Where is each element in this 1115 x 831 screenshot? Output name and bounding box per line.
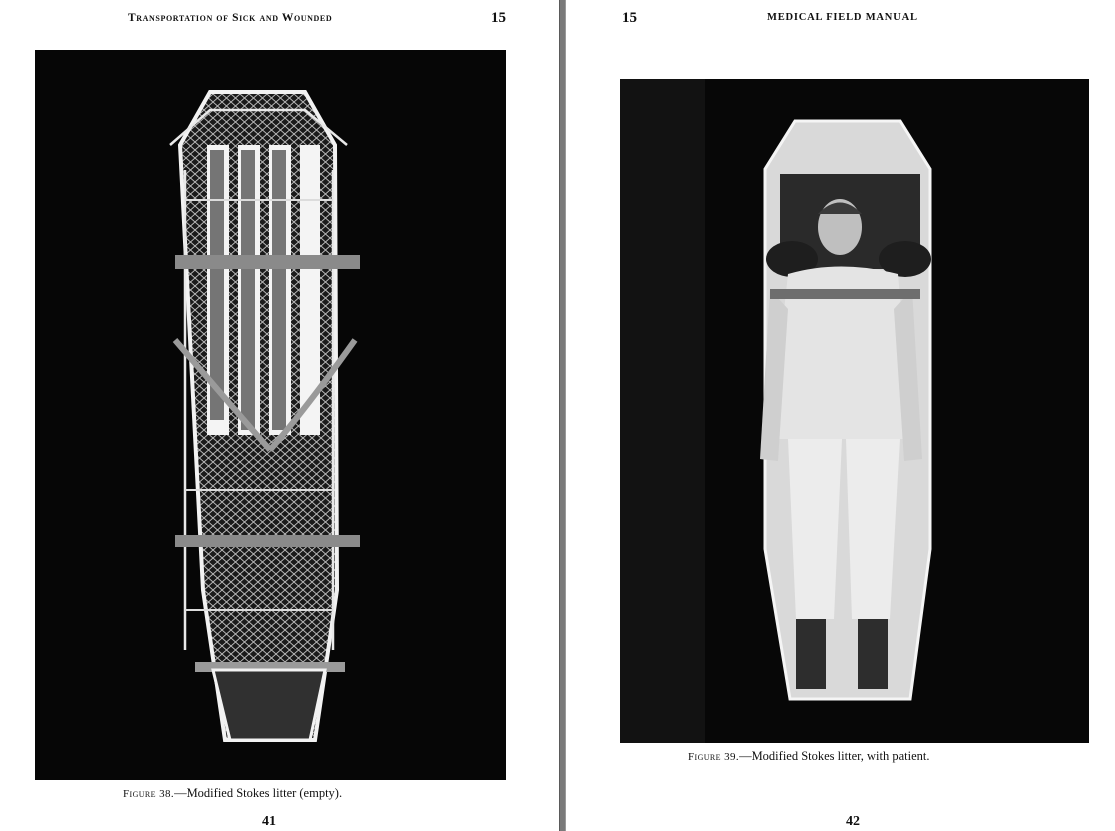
header-section-number: 15 xyxy=(491,10,506,26)
page-number: 42 xyxy=(846,814,860,829)
stokes-litter-empty-icon xyxy=(35,50,506,780)
figure-caption xyxy=(123,786,342,801)
book-spine-divider xyxy=(559,0,566,831)
figure-39-photo xyxy=(620,79,1089,743)
figure-38-photo xyxy=(35,50,506,780)
stokes-litter-with-patient-icon xyxy=(620,79,1089,743)
running-head: MEDICAL FIELD MANUAL xyxy=(767,12,918,23)
header-section-number: 15 xyxy=(622,10,637,26)
right-page xyxy=(566,0,1115,831)
figure-caption xyxy=(688,749,930,764)
caption-text: —Modified Stokes litter, with patient. xyxy=(739,749,930,763)
figure-label: Figure 38. xyxy=(123,788,175,800)
figure-label: Figure 39. xyxy=(688,751,740,763)
caption-text: —Modified Stokes litter (empty). xyxy=(174,786,343,800)
running-head: Transportation of Sick and Wounded xyxy=(128,12,333,24)
page-number: 41 xyxy=(262,814,276,829)
